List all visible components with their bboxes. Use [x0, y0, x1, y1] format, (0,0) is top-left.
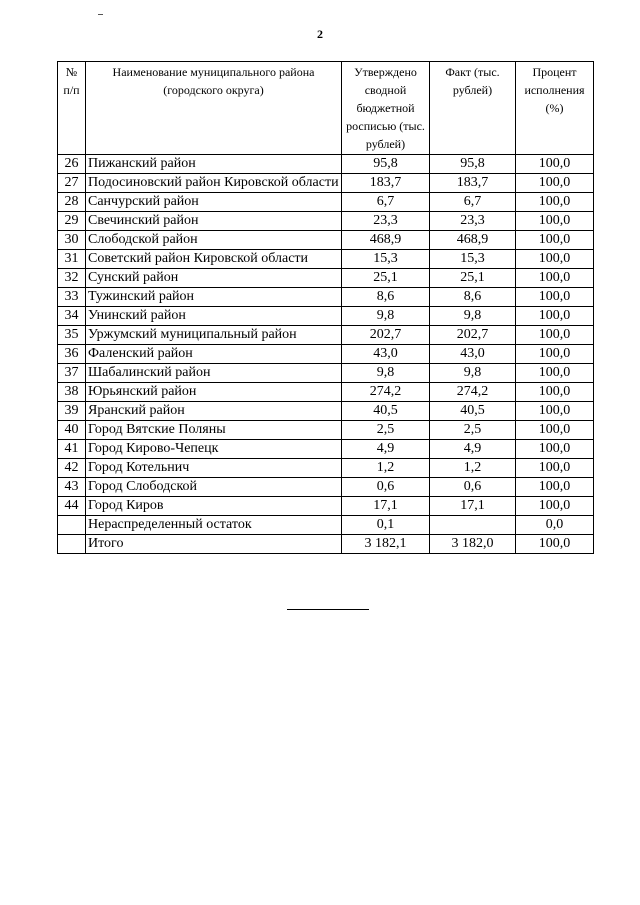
row-approved: 0,1 — [342, 516, 430, 535]
row-name: Город Кирово-Чепецк — [86, 440, 342, 459]
row-approved: 9,8 — [342, 307, 430, 326]
row-fact: 8,6 — [430, 288, 516, 307]
table-row — [58, 402, 594, 421]
row-name: Советский район Кировской области — [86, 250, 342, 269]
row-fact: 0,6 — [430, 478, 516, 497]
row-percent: 100,0 — [516, 421, 594, 440]
table-row — [58, 212, 594, 231]
row-name: Город Киров — [86, 497, 342, 516]
header-num: № п/п — [58, 62, 86, 155]
table-row — [58, 364, 594, 383]
row-num: 41 — [58, 440, 86, 459]
row-fact: 202,7 — [430, 326, 516, 345]
row-approved: 274,2 — [342, 383, 430, 402]
budget-table — [57, 61, 594, 554]
row-approved: 95,8 — [342, 155, 430, 174]
row-fact: 95,8 — [430, 155, 516, 174]
row-name: Итого — [86, 535, 342, 554]
row-num: 32 — [58, 269, 86, 288]
row-num: 43 — [58, 478, 86, 497]
header-percent: Процент исполнения (%) — [516, 62, 594, 155]
table-row — [58, 326, 594, 345]
table-row — [58, 497, 594, 516]
row-num: 37 — [58, 364, 86, 383]
row-name: Уржумский муниципальный район — [86, 326, 342, 345]
row-num: 33 — [58, 288, 86, 307]
row-percent: 100,0 — [516, 307, 594, 326]
row-percent: 100,0 — [516, 440, 594, 459]
row-fact: 43,0 — [430, 345, 516, 364]
row-num: 27 — [58, 174, 86, 193]
table-row — [58, 516, 594, 535]
row-approved: 17,1 — [342, 497, 430, 516]
row-percent: 100,0 — [516, 269, 594, 288]
row-approved: 0,6 — [342, 478, 430, 497]
row-num: 30 — [58, 231, 86, 250]
row-percent: 100,0 — [516, 459, 594, 478]
table-row — [58, 440, 594, 459]
table-row — [58, 174, 594, 193]
row-percent: 100,0 — [516, 383, 594, 402]
row-name: Город Слободской — [86, 478, 342, 497]
row-fact: 15,3 — [430, 250, 516, 269]
row-approved: 8,6 — [342, 288, 430, 307]
row-fact: 40,5 — [430, 402, 516, 421]
row-name: Слободской район — [86, 231, 342, 250]
row-percent: 100,0 — [516, 250, 594, 269]
table-row — [58, 383, 594, 402]
row-fact: 183,7 — [430, 174, 516, 193]
table-row — [58, 193, 594, 212]
row-fact: 25,1 — [430, 269, 516, 288]
row-fact: 17,1 — [430, 497, 516, 516]
row-num: 38 — [58, 383, 86, 402]
row-name: Унинский район — [86, 307, 342, 326]
separator-line — [287, 609, 369, 610]
table-row — [58, 459, 594, 478]
row-name: Юрьянский район — [86, 383, 342, 402]
row-num: 29 — [58, 212, 86, 231]
row-approved: 4,9 — [342, 440, 430, 459]
row-name: Яранский район — [86, 402, 342, 421]
row-approved: 183,7 — [342, 174, 430, 193]
row-name: Подосиновский район Кировской области — [86, 174, 342, 193]
row-fact: 468,9 — [430, 231, 516, 250]
row-num: 36 — [58, 345, 86, 364]
row-name: Город Котельнич — [86, 459, 342, 478]
row-approved: 15,3 — [342, 250, 430, 269]
row-num: 35 — [58, 326, 86, 345]
row-percent: 100,0 — [516, 364, 594, 383]
row-name: Санчурский район — [86, 193, 342, 212]
row-percent: 100,0 — [516, 326, 594, 345]
row-percent: 100,0 — [516, 497, 594, 516]
row-num — [58, 516, 86, 535]
row-approved: 40,5 — [342, 402, 430, 421]
row-percent: 100,0 — [516, 345, 594, 364]
row-percent: 100,0 — [516, 155, 594, 174]
row-num: 28 — [58, 193, 86, 212]
row-name: Тужинский район — [86, 288, 342, 307]
row-percent: 100,0 — [516, 174, 594, 193]
row-fact: 1,2 — [430, 459, 516, 478]
header-approved: Утверждено сводной бюджетной росписью (тыс. рублей) — [342, 62, 430, 155]
row-percent: 100,0 — [516, 193, 594, 212]
row-approved: 25,1 — [342, 269, 430, 288]
row-percent: 100,0 — [516, 535, 594, 554]
row-num: 44 — [58, 497, 86, 516]
table-row — [58, 250, 594, 269]
row-num: 39 — [58, 402, 86, 421]
row-approved: 3 182,1 — [342, 535, 430, 554]
row-fact — [430, 516, 516, 535]
row-name: Нераспределенный остаток — [86, 516, 342, 535]
row-fact: 6,7 — [430, 193, 516, 212]
row-percent: 100,0 — [516, 231, 594, 250]
table-header-row — [58, 62, 594, 155]
row-percent: 100,0 — [516, 478, 594, 497]
row-fact: 23,3 — [430, 212, 516, 231]
row-num: 31 — [58, 250, 86, 269]
table-row — [58, 307, 594, 326]
row-approved: 1,2 — [342, 459, 430, 478]
row-num: 40 — [58, 421, 86, 440]
row-fact: 4,9 — [430, 440, 516, 459]
row-approved: 468,9 — [342, 231, 430, 250]
page-number: 2 — [317, 27, 323, 41]
table-row — [58, 288, 594, 307]
row-approved: 6,7 — [342, 193, 430, 212]
row-name: Шабалинский район — [86, 364, 342, 383]
row-approved: 9,8 — [342, 364, 430, 383]
row-fact: 9,8 — [430, 364, 516, 383]
row-name: Пижанский район — [86, 155, 342, 174]
row-percent: 100,0 — [516, 402, 594, 421]
row-approved: 23,3 — [342, 212, 430, 231]
row-name: Город Вятские Поляны — [86, 421, 342, 440]
row-name: Свечинский район — [86, 212, 342, 231]
row-fact: 3 182,0 — [430, 535, 516, 554]
row-approved: 202,7 — [342, 326, 430, 345]
row-fact: 2,5 — [430, 421, 516, 440]
row-approved: 43,0 — [342, 345, 430, 364]
table-row — [58, 269, 594, 288]
row-num: 26 — [58, 155, 86, 174]
table-row — [58, 345, 594, 364]
row-name: Сунский район — [86, 269, 342, 288]
row-num: 34 — [58, 307, 86, 326]
header-fact: Факт (тыс. рублей) — [430, 62, 516, 155]
row-num — [58, 535, 86, 554]
row-percent: 100,0 — [516, 288, 594, 307]
table-row — [58, 478, 594, 497]
header-name: Наименование муниципального района (городского округа) — [86, 62, 342, 155]
table-row — [58, 231, 594, 250]
table-row — [58, 155, 594, 174]
row-name: Фаленский район — [86, 345, 342, 364]
table-row — [58, 535, 594, 554]
table-row — [58, 421, 594, 440]
row-percent: 100,0 — [516, 212, 594, 231]
scan-mark — [98, 14, 103, 15]
row-fact: 274,2 — [430, 383, 516, 402]
row-approved: 2,5 — [342, 421, 430, 440]
row-percent: 0,0 — [516, 516, 594, 535]
row-num: 42 — [58, 459, 86, 478]
row-fact: 9,8 — [430, 307, 516, 326]
